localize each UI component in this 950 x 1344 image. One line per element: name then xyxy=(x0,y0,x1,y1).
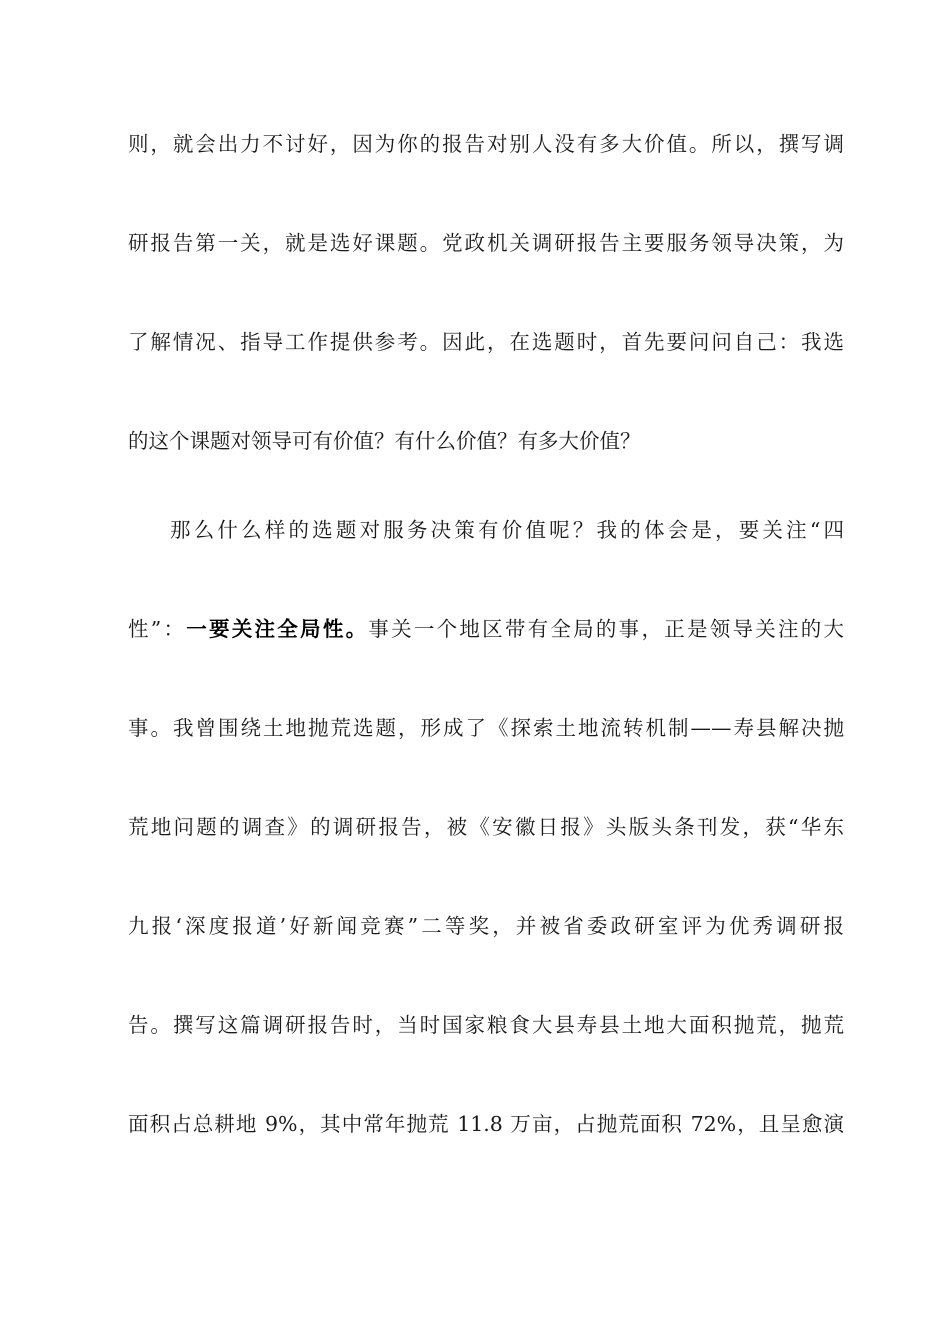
text-line-4: 的这个课题对领导可有价值？有什么价值？有多大价值？ xyxy=(128,429,641,453)
text-line-7: 事。我曾围绕土地抛荒选题，形成了《探索土地流转机制——寿县解决抛 xyxy=(128,716,844,740)
text-line-2: 研报告第一关，就是选好课题。党政机关调研报告主要服务领导决策，为 xyxy=(128,231,844,255)
text-line-1: 则，就会出力不讨好，因为你的报告对别人没有多大价值。所以，撰写调 xyxy=(128,132,844,156)
bold-heading: 一要关注全局性。 xyxy=(186,617,369,641)
text-line-9: 九报‘深度报道’好新闻竞赛”二等奖，并被省委政研室评为优秀调研报 xyxy=(128,914,844,938)
text-line-10: 告。撰写这篇调研报告时，当时国家粮食大县寿县土地大面积抛荒，抛荒 xyxy=(128,1013,844,1037)
text-line-6-end: 事关一个地区带有全局的事，正是领导关注的大 xyxy=(368,617,845,641)
text-line-6-start: 性”： xyxy=(128,617,187,641)
text-line-11: 面积占总耕地 9%，其中常年抛荒 11.8 万亩，占抛荒面积 72%，且呈愈演 xyxy=(128,1112,844,1136)
text-line-5: 那么什么样的选题对服务决策有价值呢？我的体会是，要关注“四 xyxy=(170,518,844,542)
text-line-8: 荒地问题的调查》的调研报告，被《安徽日报》头版头条刊发，获“华东 xyxy=(128,815,844,839)
text-line-3: 了解情况、指导工作提供参考。因此，在选题时，首先要问问自己：我选 xyxy=(128,330,844,354)
text-line-6 xyxy=(128,609,844,649)
